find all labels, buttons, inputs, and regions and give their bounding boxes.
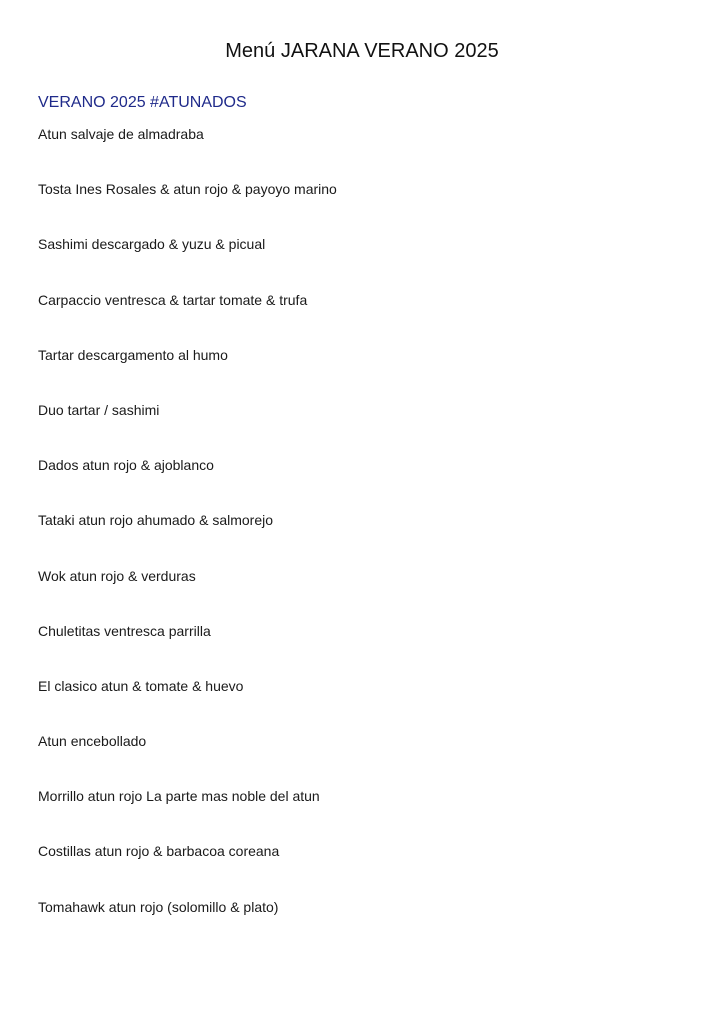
menu-item: Dados atun rojo & ajoblanco xyxy=(38,457,214,474)
menu-item: Morrillo atun rojo La parte mas noble del atun xyxy=(38,788,320,805)
menu-item: Sashimi descargado & yuzu & picual xyxy=(38,236,266,253)
menu-item: Tomahawk atun rojo (solomillo & plato) xyxy=(38,898,279,915)
menu-item: Wok atun rojo & verduras xyxy=(38,567,196,584)
section-heading: VERANO 2025 #ATUNADOS xyxy=(38,94,247,111)
menu-list xyxy=(38,124,337,952)
menu-item: Tartar descargamento al humo xyxy=(38,346,228,363)
menu-item: Tosta Ines Rosales & atun rojo & payoyo marino xyxy=(38,181,337,198)
menu-item: Atun encebollado xyxy=(38,733,147,750)
menu-item: Atun salvaje de almadraba xyxy=(38,126,204,142)
menu-item: Tataki atun rojo ahumado & salmorejo xyxy=(38,512,274,529)
menu-item: Costillas atun rojo & barbacoa coreana xyxy=(38,843,280,860)
page-title: Menú JARANA VERANO 2025 xyxy=(225,40,499,62)
menu-item: Duo tartar / sashimi xyxy=(38,401,160,418)
menu-item: El clasico atun & tomate & huevo xyxy=(38,677,244,694)
menu-item: Chuletitas ventresca parrilla xyxy=(38,622,211,639)
menu-item: Carpaccio ventresca & tartar tomate & trufa xyxy=(38,291,308,308)
